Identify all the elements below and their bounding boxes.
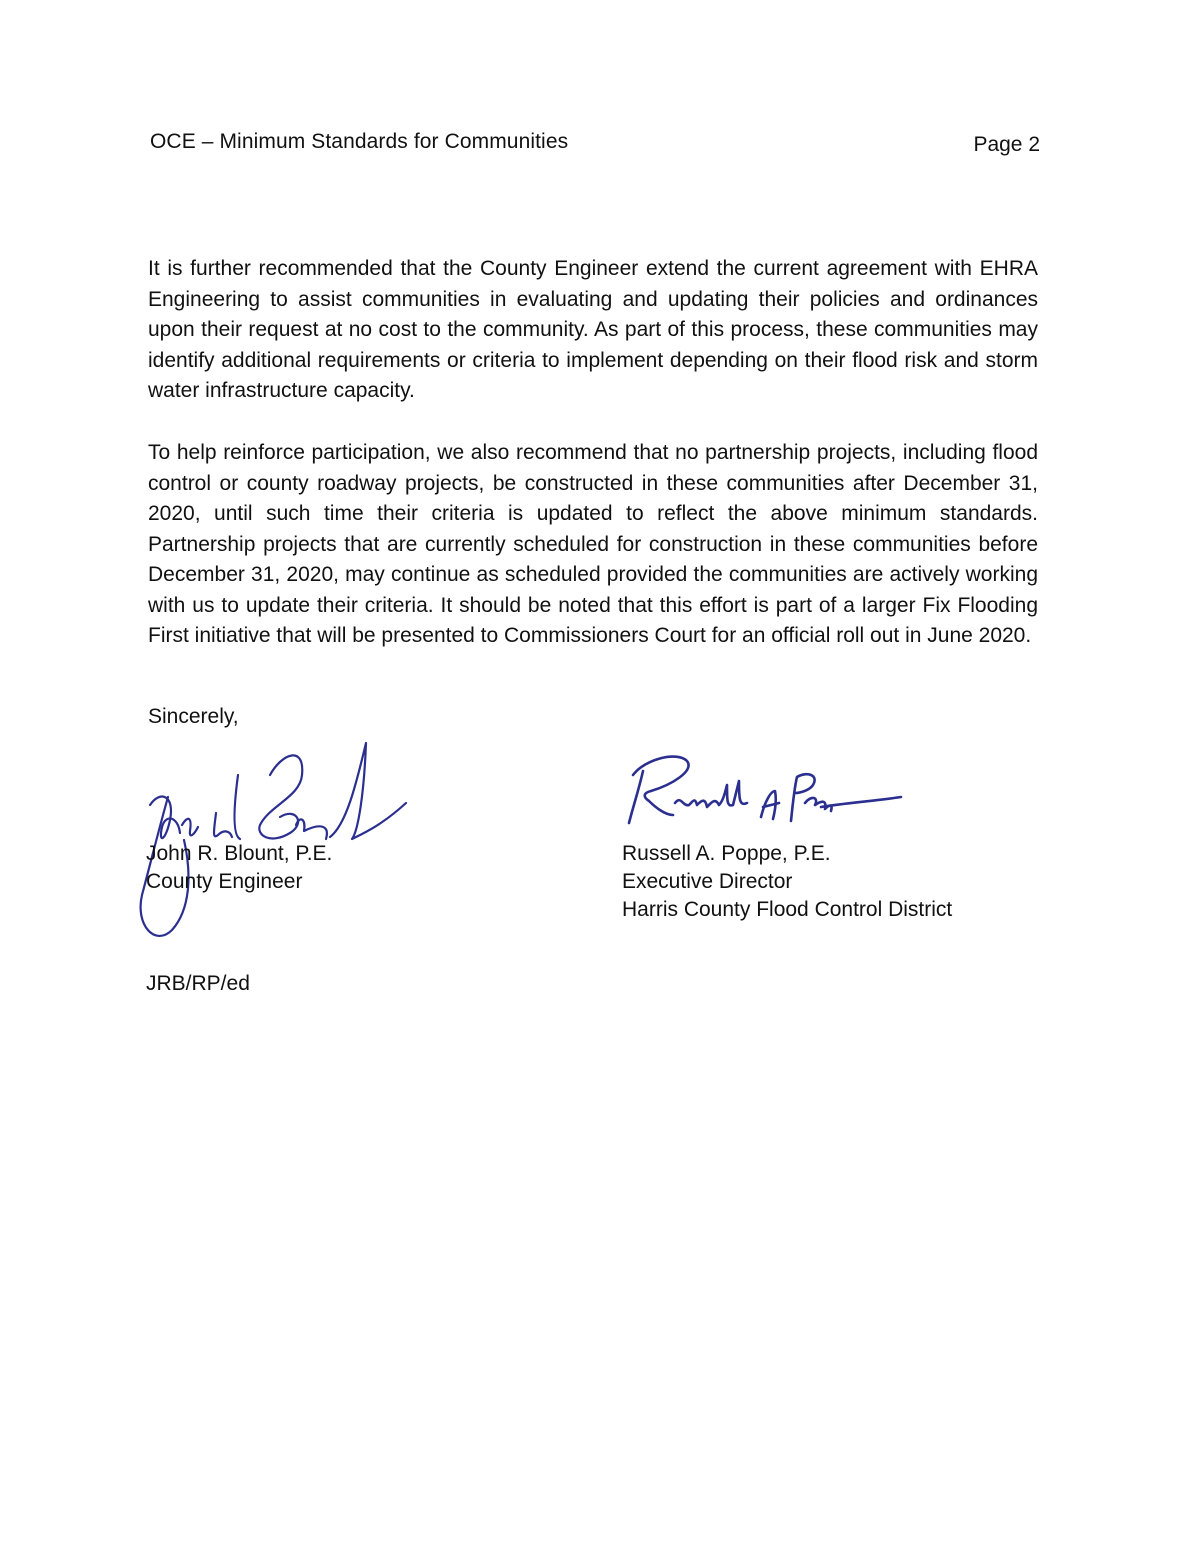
signatory-2-name: Russell A. Poppe, P.E. [622,842,831,865]
signatory-1-title: County Engineer [146,870,303,893]
signatory-2-title: Executive Director [622,870,793,893]
signatory-1-name: John R. Blount, P.E. [146,842,333,865]
closing-salutation: Sincerely, [148,705,239,728]
document-header-title: OCE – Minimum Standards for Communities [150,130,569,153]
signature-russell-poppe [615,745,915,835]
body-paragraph-1: It is further recommended that the County Engineer extend the current agreement with EHRA Engineering to assist communities in evaluating and updating their policies and ordinances upon their request at no cost to the community. As part of this process, these communities may identify additional requirements or criteria to implement depending on their flood risk and storm water infrastructure capacity. [148,257,1038,402]
signatory-2-organization: Harris County Flood Control District [622,898,953,921]
reference-initials: JRB/RP/ed [146,972,250,995]
page-number: Page 2 [973,133,1040,156]
body-paragraph-2: To help reinforce participation, we also recommend that no partnership projects, including flood control or county roadway projects, be constructed in these communities after December 31, 2020, until such time their criteria is updated to reflect the above minimum standards. Partnership projects that are currently scheduled for construction in these communities before December 31, 2020, may continue as scheduled provided the communities are actively working with us to update their criteria. It should be noted that this effort is part of a larger Fix Flooding First initiative that will be presented to Commissioners Court for an official roll out in June 2020. [148,441,1038,647]
